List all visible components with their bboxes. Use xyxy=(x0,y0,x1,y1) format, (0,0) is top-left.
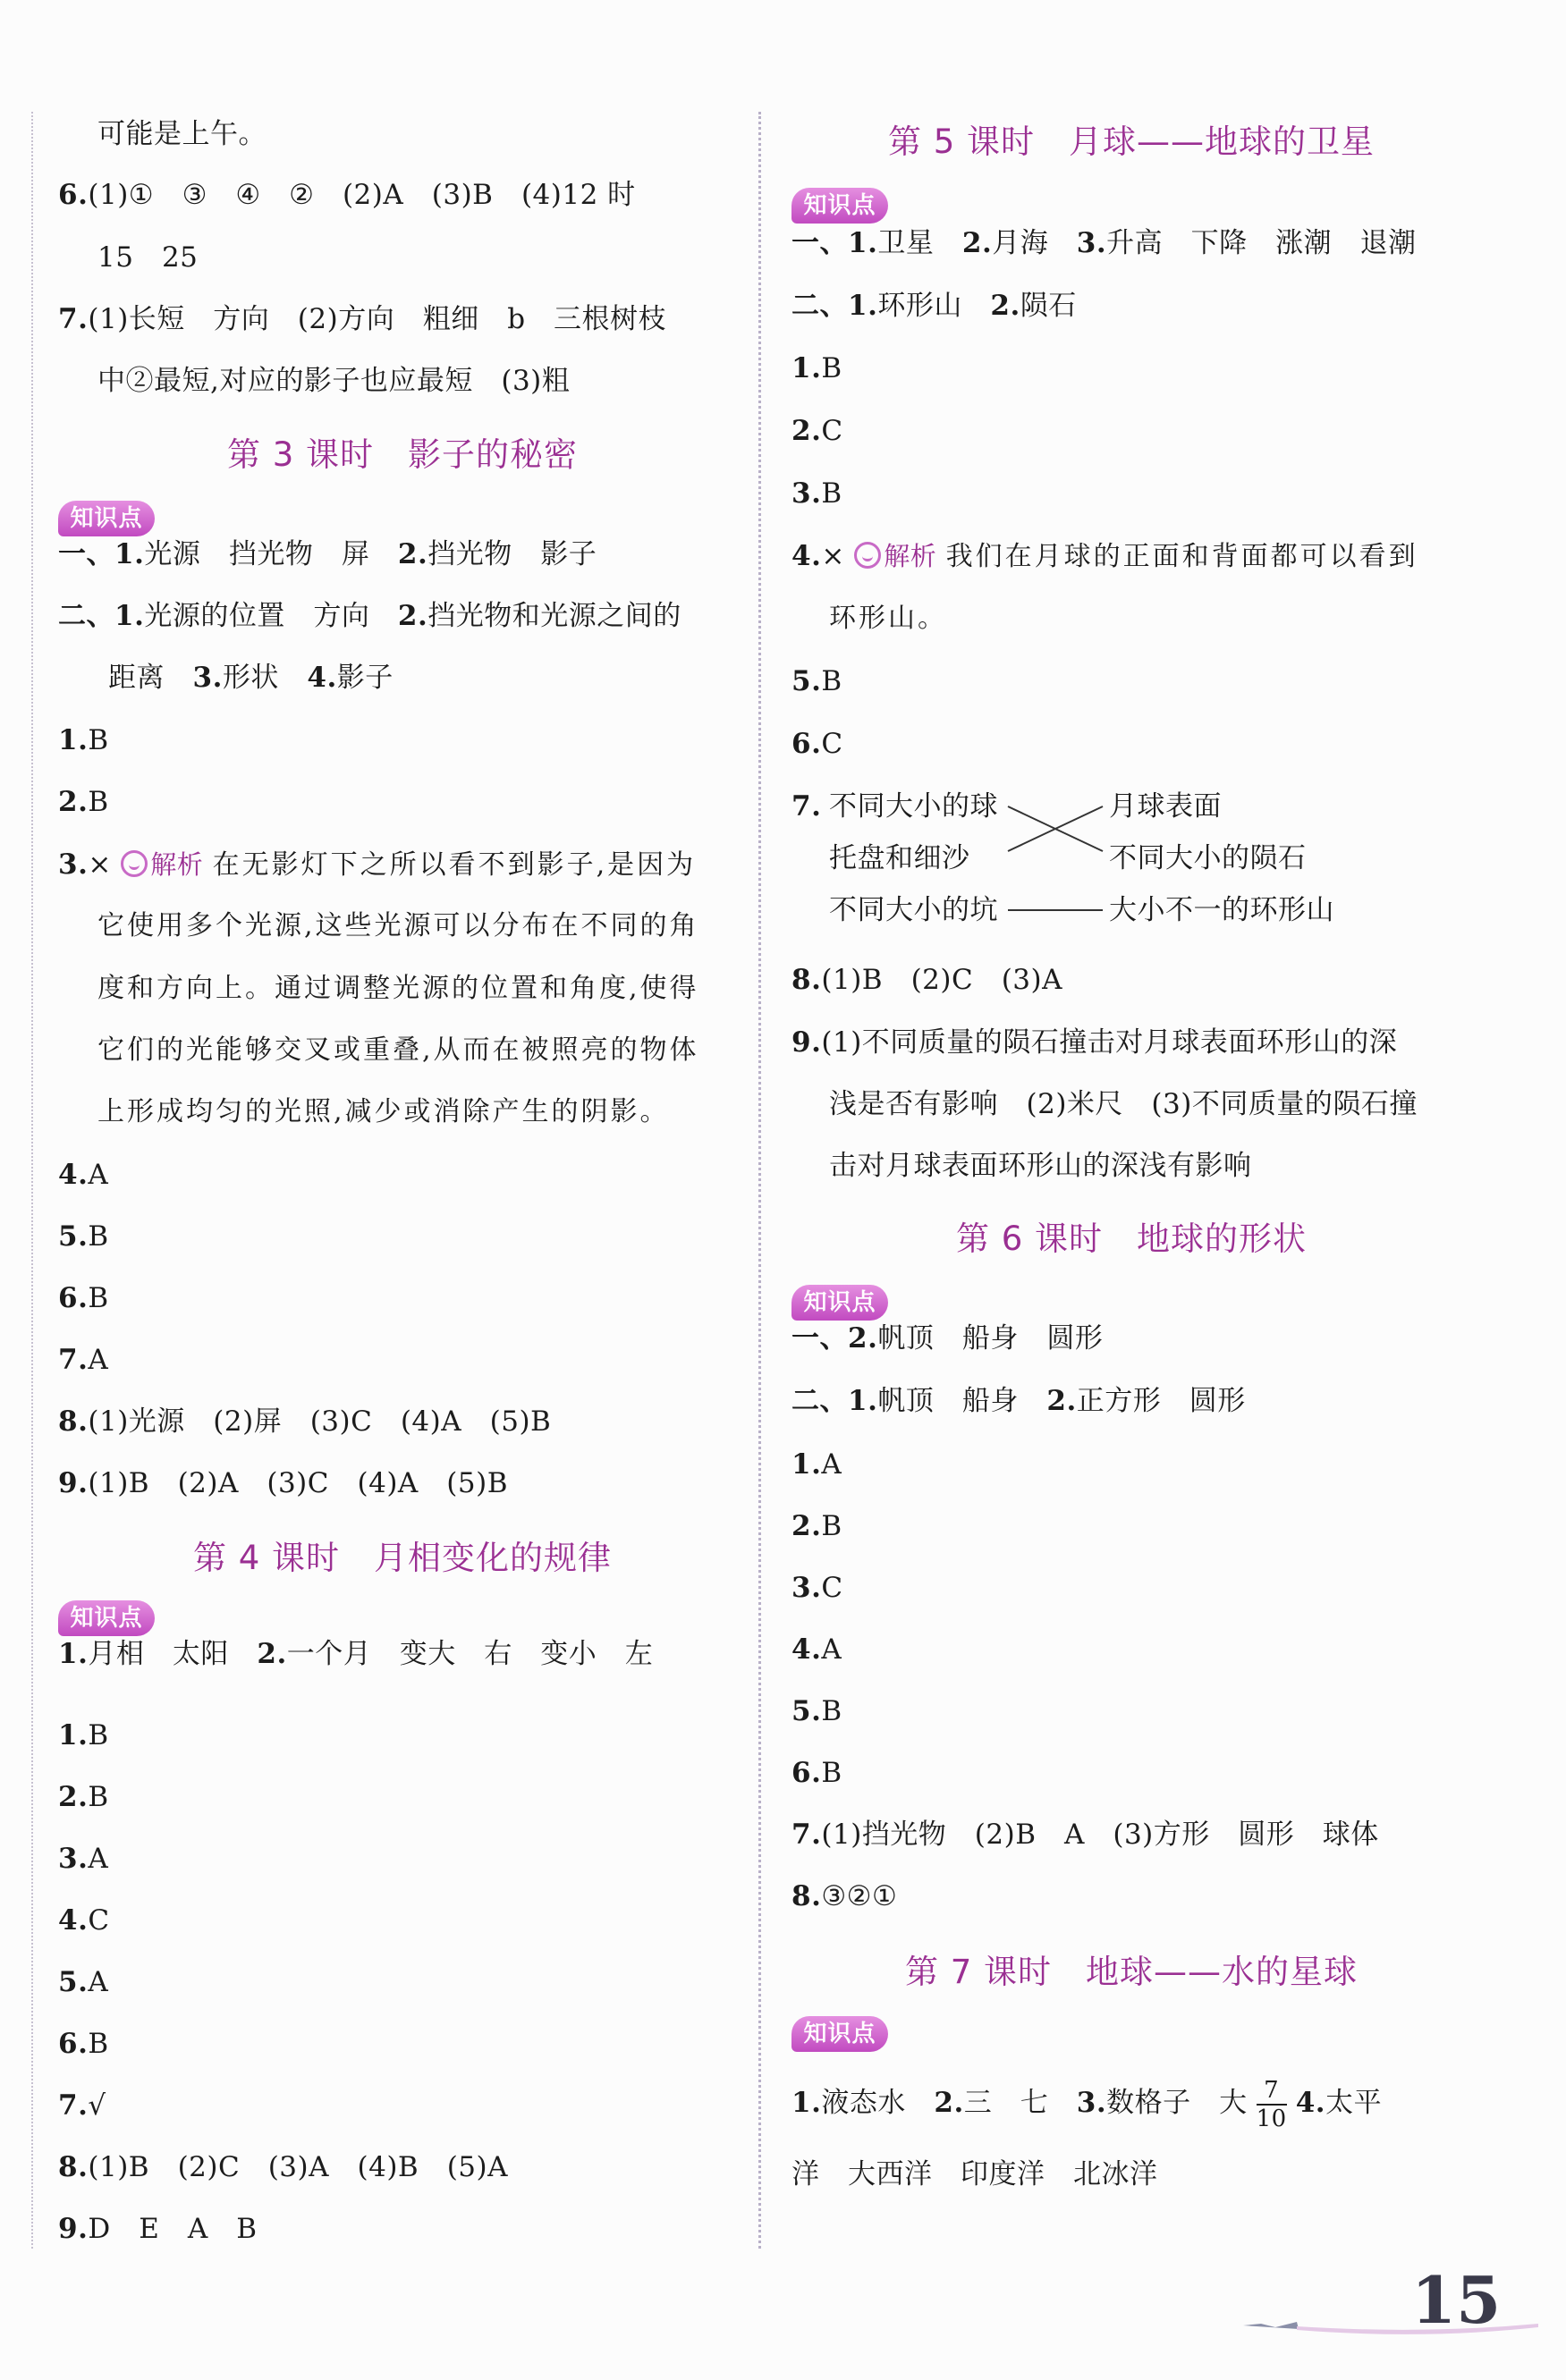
lesson-3-q4: 4.A xyxy=(58,1159,109,1191)
lesson-3-q2: 2.B xyxy=(58,786,109,818)
lesson-3-q1: 1.B xyxy=(58,724,109,756)
lesson-6-q2: 2.B xyxy=(791,1510,842,1542)
lesson-6-title: 第 6 课时 地球的形状 xyxy=(955,1220,1308,1258)
lesson-5-q7: 7. xyxy=(791,790,822,823)
matching-lines xyxy=(1006,787,1113,921)
lesson-5-q9-continued: 浅是否有影响 (2)米尺 (3)不同质量的陨石撞 xyxy=(829,1088,1418,1120)
lesson-6-q1: 1.A xyxy=(791,1448,842,1481)
lesson-4-q4: 4.C xyxy=(58,1904,110,1937)
analysis-icon xyxy=(121,850,148,877)
lesson-5-q3: 3.B xyxy=(791,477,842,510)
fraction-seven-tenths: $\frac{7}{10}$ xyxy=(1256,2076,1287,2132)
lesson-3-q5: 5.B xyxy=(58,1220,109,1253)
lesson-4-title: 第 4 课时 月相变化的规律 xyxy=(192,1539,613,1577)
match-left-item: 不同大小的球 xyxy=(829,790,998,823)
knowledge-badge: 知识点 xyxy=(58,501,155,536)
analysis-icon xyxy=(854,542,881,569)
lesson-4-q5: 5.A xyxy=(58,1966,109,1998)
lesson-3-q8: 8.(1)光源 (2)屏 (3)C (4)A (5)B xyxy=(58,1405,552,1438)
lesson-3-knowledge-2: 二、1.光源的位置 方向 2.挡光物和光源之间的 xyxy=(58,600,681,632)
match-left-item: 不同大小的坑 xyxy=(829,894,998,926)
lesson-5-q8: 8.(1)B (2)C (3)A xyxy=(791,964,1062,996)
answer-q6-continued: 15 25 xyxy=(97,241,199,274)
lesson-5-knowledge-1: 一、1.卫星 2.月海 3.升高 下降 涨潮 退潮 xyxy=(791,227,1417,259)
lesson-3-q9: 9.(1)B (2)A (3)C (4)A (5)B xyxy=(58,1467,508,1499)
answer-q7-continued: 中②最短,对应的影子也应最短 (3)粗 xyxy=(97,365,571,397)
answer-continuation: 可能是上午。 xyxy=(97,118,267,150)
lesson-3-q3-explanation-line: 它们的光能够交叉或重叠,从而在被照亮的物体 xyxy=(97,1034,699,1066)
knowledge-badge: 知识点 xyxy=(58,1600,155,1636)
lesson-5-q5: 5.B xyxy=(791,665,842,697)
lesson-7-knowledge-1-continued: 洋 大西洋 印度洋 北冰洋 xyxy=(791,2158,1158,2190)
lesson-3-knowledge-2-continued: 距离 3.形状 4.影子 xyxy=(108,662,394,694)
lesson-3-q6: 6.B xyxy=(58,1282,109,1314)
lesson-5-q9-continued: 击对月球表面环形山的深浅有影响 xyxy=(829,1150,1252,1182)
lesson-3-q3: 3.× 解析 在无影灯下之所以看不到影子,是因为 xyxy=(58,848,697,881)
knowledge-badge: 知识点 xyxy=(791,1285,888,1321)
left-margin-rule xyxy=(31,112,33,2249)
lesson-7-title: 第 7 课时 地球——水的星球 xyxy=(904,1953,1359,1991)
lesson-3-q3-explanation-line: 度和方向上。通过调整光源的位置和角度,使得 xyxy=(97,973,699,1004)
lesson-6-q3: 3.C xyxy=(791,1572,843,1604)
lesson-7-knowledge-1: 1.液态水 2.三 七 3.数格子 大 $\frac{7}{10}$ 4.太平 xyxy=(791,2076,1383,2132)
match-right-item: 月球表面 xyxy=(1109,790,1222,823)
lesson-5-q4-continued: 环形山。 xyxy=(829,603,947,634)
lesson-5-q9: 9.(1)不同质量的陨石撞击对月球表面环形山的深 xyxy=(791,1026,1398,1059)
answer-q7: 7.(1)长短 方向 (2)方向 粗细 b 三根树枝 xyxy=(58,303,667,335)
page-number: 15 xyxy=(1411,2262,1502,2338)
lesson-3-q3-explanation-line: 它使用多个光源,这些光源可以分布在不同的角 xyxy=(97,910,699,941)
lesson-4-q2: 2.B xyxy=(58,1781,109,1813)
lesson-5-q4: 4.× 解析 我们在月球的正面和背面都可以看到 xyxy=(791,540,1418,572)
lesson-3-knowledge-1: 一、1.光源 挡光物 屏 2.挡光物 影子 xyxy=(58,538,597,570)
column-divider xyxy=(758,112,761,2249)
lesson-3-q3-explanation-line: 上形成均匀的光照,减少或消除产生的阴影。 xyxy=(97,1096,670,1127)
lesson-5-q2: 2.C xyxy=(791,415,843,447)
lesson-4-q6: 6.B xyxy=(58,2028,109,2060)
lesson-4-q7: 7.√ xyxy=(58,2089,106,2122)
lesson-3-q7: 7.A xyxy=(58,1344,109,1376)
lesson-6-q8: 8.③②① xyxy=(791,1880,898,1912)
match-right-item: 大小不一的环形山 xyxy=(1109,894,1334,926)
lesson-6-q6: 6.B xyxy=(791,1757,842,1789)
lesson-5-q6: 6.C xyxy=(791,728,843,760)
lesson-5-q1: 1.B xyxy=(791,352,842,384)
knowledge-badge: 知识点 xyxy=(791,188,888,224)
match-right-item: 不同大小的陨石 xyxy=(1109,842,1307,874)
lesson-4-knowledge-1: 1.月相 太阳 2.一个月 变大 右 变小 左 xyxy=(58,1638,654,1670)
match-left-item: 托盘和细沙 xyxy=(829,842,970,874)
lesson-5-title: 第 5 课时 月球——地球的卫星 xyxy=(887,122,1376,161)
lesson-6-q7: 7.(1)挡光物 (2)B A (3)方形 圆形 球体 xyxy=(791,1819,1379,1851)
lesson-6-knowledge-1: 一、2.帆顶 船身 圆形 xyxy=(791,1322,1104,1355)
lesson-6-q4: 4.A xyxy=(791,1633,842,1666)
lesson-4-q1: 1.B xyxy=(58,1719,109,1751)
lesson-6-knowledge-2: 二、1.帆顶 船身 2.正方形 圆形 xyxy=(791,1385,1246,1417)
lesson-3-title: 第 3 课时 影子的秘密 xyxy=(226,435,579,474)
lesson-4-q3: 3.A xyxy=(58,1843,109,1875)
knowledge-badge: 知识点 xyxy=(791,2016,888,2052)
lesson-4-q8: 8.(1)B (2)C (3)A (4)B (5)A xyxy=(58,2151,508,2183)
lesson-4-q9: 9.D E A B xyxy=(58,2213,258,2245)
answer-q6: 6.(1)① ③ ④ ② (2)A (3)B (4)12 时 xyxy=(58,179,636,211)
lesson-5-knowledge-2: 二、1.环形山 2.陨石 xyxy=(791,290,1077,322)
lesson-6-q5: 5.B xyxy=(791,1695,842,1727)
